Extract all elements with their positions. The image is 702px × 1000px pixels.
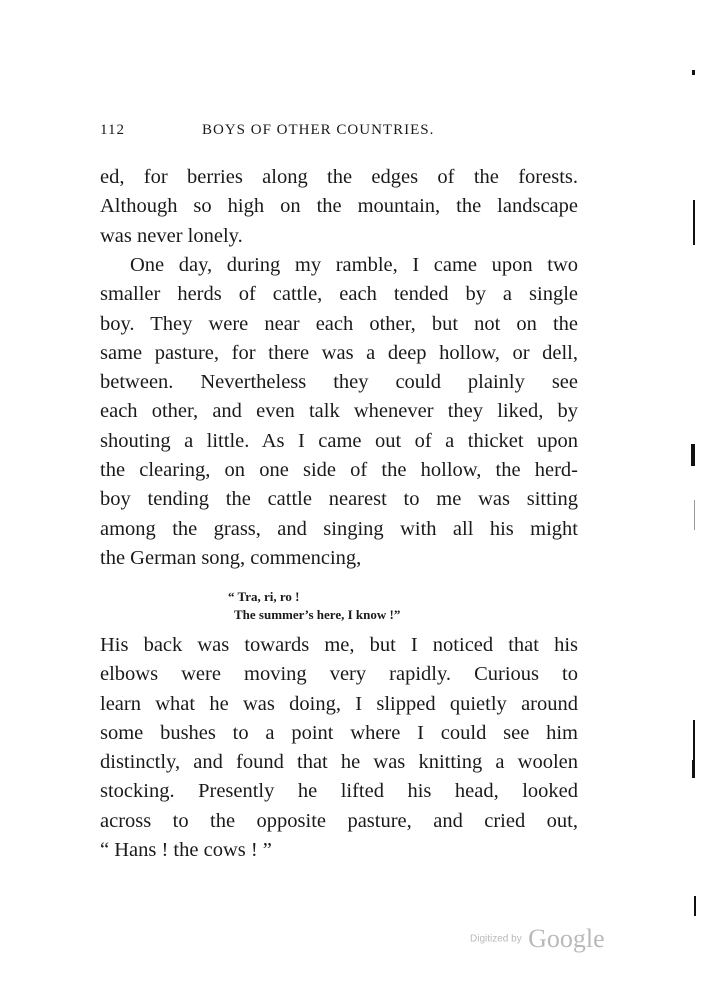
paragraph-3	[100, 631, 578, 865]
text-line: shouting a little. As I came out of a thicket upon	[100, 429, 578, 452]
text-line: the clearing, on one side of the hollow, the herd-	[100, 459, 578, 482]
page-number: 112	[100, 122, 125, 138]
paragraph-2	[100, 251, 578, 573]
text-line: boy tending the cattle nearest to me was sitting	[100, 488, 578, 511]
text-line: across to the opposite pasture, and cried out,	[100, 809, 578, 832]
verse-line: “ Tra, ri, ro !	[228, 589, 300, 604]
text-line: “ Hans ! the cows ! ”	[100, 839, 272, 862]
text-line: His back was towards me, but I noticed that his	[100, 634, 578, 656]
text-line: ed, for berries along the edges of the forests.	[100, 166, 578, 188]
text-line: same pasture, for there was a deep hollow, or dell,	[100, 341, 578, 364]
text-line: distinctly, and found that he was knitting a woolen	[100, 751, 578, 774]
text-line: boy. They were near each other, but not on the	[100, 312, 578, 335]
verse-line: The summer’s here, I know !”	[234, 607, 401, 622]
google-watermark	[470, 924, 605, 954]
text-line: elbows were moving very rapidly. Curious to	[100, 663, 578, 686]
scan-edge-mark	[694, 500, 695, 530]
text-line: One day, during my ramble, I came upon two	[130, 254, 578, 276]
text-line: stocking. Presently he lifted his head, looked	[100, 780, 578, 803]
running-title: BOYS OF OTHER COUNTRIES.	[202, 122, 435, 138]
text-line: Although so high on the mountain, the landscape	[100, 195, 578, 218]
verse-quote	[228, 588, 400, 624]
text-line: among the grass, and singing with all his might	[100, 517, 578, 540]
scan-edge-mark	[691, 444, 695, 466]
watermark-prefix: Digitized by	[470, 933, 522, 945]
text-line: smaller herds of cattle, each tended by a single	[100, 283, 578, 306]
scan-edge-mark	[694, 896, 696, 916]
scan-edge-mark	[693, 720, 695, 760]
text-line: some bushes to a point where I could see him	[100, 721, 578, 744]
page-header	[100, 122, 580, 142]
text-line: between. Nevertheless they could plainly see	[100, 371, 578, 394]
text-line: the German song, commencing,	[100, 546, 362, 569]
scan-edge-mark	[692, 70, 695, 75]
scan-edge-mark	[692, 760, 695, 778]
scan-edge-mark	[693, 200, 695, 245]
text-line: learn what he was doing, I slipped quietly around	[100, 692, 578, 715]
paragraph-1	[100, 163, 578, 251]
watermark-brand: Google	[528, 924, 605, 953]
text-line: each other, and even talk whenever they liked, by	[100, 400, 578, 423]
text-line: was never lonely.	[100, 224, 243, 247]
